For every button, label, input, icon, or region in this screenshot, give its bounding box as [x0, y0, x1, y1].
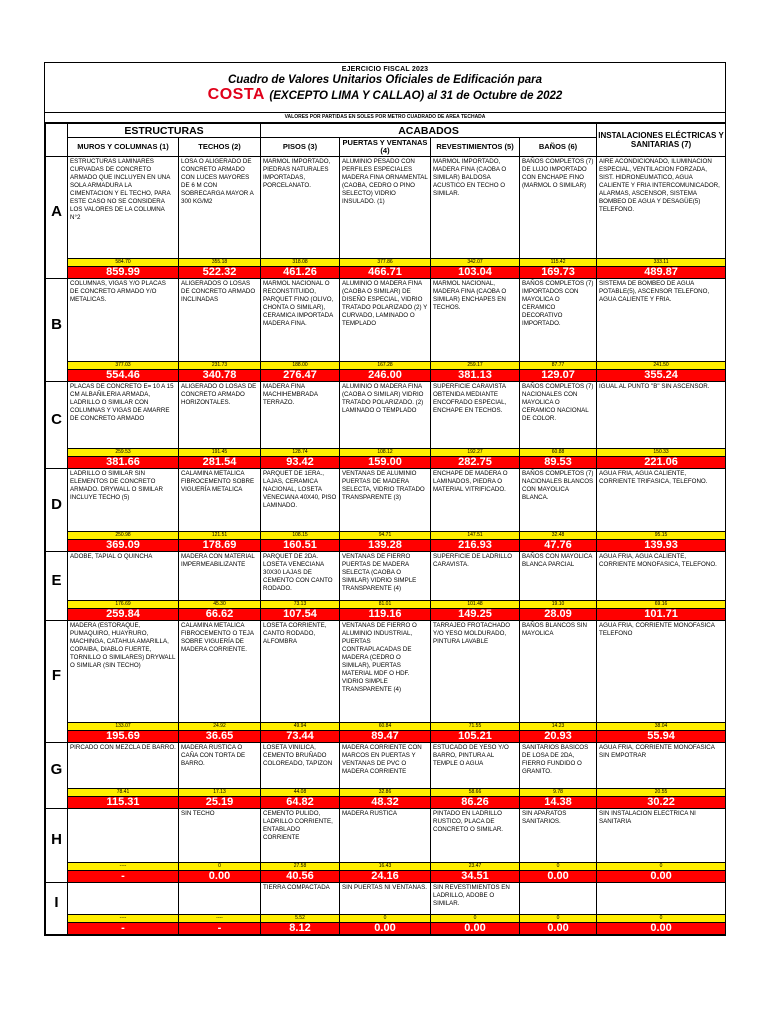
unit-value-cell: 246.00: [340, 370, 431, 382]
description-cell: MADERA RUSTICA: [340, 809, 431, 863]
unit-value-cell: 0.00: [520, 923, 597, 935]
small-value-cell: 241.50: [597, 362, 726, 370]
description-cell: AGUA FRIA, CORRIENTE MONOFASICA TELEFONO: [597, 621, 726, 723]
small-value-cell: 133.07: [68, 723, 179, 731]
description-cell: SIN TECHO: [179, 809, 261, 863]
sheet-header: [45, 63, 725, 113]
description-cell: BAÑOS COMPLETOS (7) NACIONALES BLANCOS CON MAYOLICA BLANCA.: [520, 469, 597, 532]
row-letter: F: [46, 621, 68, 731]
unit-value-cell: 0.00: [340, 923, 431, 935]
unit-value-cell: 340.78: [179, 370, 261, 382]
unit-value-cell: -: [179, 923, 261, 935]
unit-value-cell: 66.62: [179, 609, 261, 621]
group-instalaciones: INSTALACIONES ELÉCTRICAS Y SANITARIAS (7): [597, 124, 726, 157]
unit-value-cell: 0.00: [597, 923, 726, 935]
small-value-cell: 44.08: [261, 789, 340, 797]
description-cell: SUPERFICIE DE LADRILLO CARAVISTA.: [431, 552, 520, 601]
small-value-cell: 147.51: [431, 532, 520, 540]
small-value-cell: 355.18: [179, 259, 261, 267]
description-cell: MARMOL NACIONAL O RECONSTITUIDO, PARQUET FINO (OLIVO, CHONTA O SIMILAR), CERAMICA IMPORTADA MADERA FINA.: [261, 279, 340, 362]
small-value-cell: 584.70: [68, 259, 179, 267]
row-letter-tail: [46, 923, 68, 935]
small-value-cell: 81.01: [340, 601, 431, 609]
description-cell: PLACAS DE CONCRETO E= 10 A 15 CM ALBAÑILERIA ARMADA, LADRILLO O SIMILAR CON COLUMNAS Y VIGAS DE AMARRE DE CONCRETO ARMADO: [68, 382, 179, 449]
small-value-cell: 27.58: [261, 863, 340, 871]
small-value-cell: 0: [431, 915, 520, 923]
table-row: [46, 279, 726, 362]
row-letter: A: [46, 157, 68, 267]
unit-value-cell: 0.00: [520, 871, 597, 883]
col-header-revestimientos: REVESTIMIENTOS (5): [431, 138, 520, 157]
description-cell: MADERA CORRIENTE CON MARCOS EN PUERTAS Y VENTANAS DE PVC O MADERA CORRIENTE: [340, 743, 431, 789]
unit-value-cell: 139.93: [597, 540, 726, 552]
small-value-cell: 60.88: [520, 449, 597, 457]
small-value-cell: 128.74: [261, 449, 340, 457]
unit-value-cell: 48.32: [340, 797, 431, 809]
small-value-cell: 5.52: [261, 915, 340, 923]
description-cell: LOSETA VINILICA, CEMENTO BRUÑADO COLOREADO, TAPIZON: [261, 743, 340, 789]
unit-value-cell: 369.09: [68, 540, 179, 552]
small-value-cell: 0: [520, 915, 597, 923]
description-cell: MARMOL NACIONAL, MADERA FINA (CAOBA O SIMILAR) ENCHAPES EN TECHOS.: [431, 279, 520, 362]
unit-value-cell: -: [68, 923, 179, 935]
description-cell: [520, 883, 597, 915]
col-header-puertas: PUERTAS Y VENTANAS (4): [340, 138, 431, 157]
small-value-cell: 115.42: [520, 259, 597, 267]
title-line-1: Cuadro de Valores Unitarios Oficiales de Edificación para: [227, 74, 542, 86]
unit-value-cell: 221.06: [597, 457, 726, 469]
unit-value-cell: 119.16: [340, 609, 431, 621]
description-cell: LADRILLO O SIMILAR SIN ELEMENTOS DE CONCRETO ARMADO. DRYWALL O SIMILAR INCLUYE TECHO (5): [68, 469, 179, 532]
description-cell: SIN APARATOS SANITARIOS.: [520, 809, 597, 863]
col-header-banos: BAÑOS (6): [520, 138, 597, 157]
unit-value-cell: 8.12: [261, 923, 340, 935]
unit-value-cell: 195.69: [68, 731, 179, 743]
value-row: [46, 267, 726, 279]
small-value-cell: 87.77: [520, 362, 597, 370]
value-row: [46, 731, 726, 743]
small-value-cell: 60.84: [340, 723, 431, 731]
description-cell: SISTEMA DE BOMBEO DE AGUA POTABLE(5), ASCENSOR TELEFONO, AGUA CALIENTE Y FRIA.: [597, 279, 726, 362]
value-row: [46, 540, 726, 552]
col-header-pisos: PISOS (3): [261, 138, 340, 157]
small-value-cell: 69.16: [597, 601, 726, 609]
small-value-cell: 108.15: [261, 532, 340, 540]
title-line-2: [45, 86, 725, 105]
unit-value-cell: 14.38: [520, 797, 597, 809]
description-cell: ALUMINIO O MADERA FINA (CAOBA O SIMILAR) VIDRIO TRATADO POLARIZADO. (2) LAMINADO O TEMPLADO: [340, 382, 431, 449]
unit-value-cell: -: [68, 871, 179, 883]
description-cell: MARMOL IMPORTADO, MADERA FINA (CAOBA O SIMILAR) BALDOSA ACUSTICO EN TECHO O SIMILAR.: [431, 157, 520, 259]
unit-value-cell: 381.66: [68, 457, 179, 469]
description-cell: SIN REVESTIMIENTOS EN LADRILLO, ADOBE O SIMILAR.: [431, 883, 520, 915]
row-letter-tail: [46, 267, 68, 279]
unit-value-cell: 24.16: [340, 871, 431, 883]
unit-value-cell: 160.51: [261, 540, 340, 552]
table-row: [46, 382, 726, 449]
table-row: [46, 809, 726, 863]
description-cell: MADERA (ESTORAQUE, PUMAQUIRO, HUAYRURO, MACHINGA, CATAHUA AMARILLA, COPAIBA, DIABLO FUERTE, TORNILLO O SIMILARES) DRYWALL O SIMILAR (SIN TECHO): [68, 621, 179, 723]
description-cell: BAÑOS COMPLETOS (7) NACIONALES CON MAYOLICA O CERAMICO NACIONAL DE COLOR.: [520, 382, 597, 449]
description-cell: SIN INSTALACION ELECTRICA NI SANITARIA: [597, 809, 726, 863]
description-cell: ADOBE, TAPIAL O QUINCHA: [68, 552, 179, 601]
small-value-cell: 9.78: [520, 789, 597, 797]
small-value-cell: 58.66: [431, 789, 520, 797]
unit-value-cell: 47.76: [520, 540, 597, 552]
unit-value-cell: 216.93: [431, 540, 520, 552]
sheet-subtitle: VALORES POR PARTIDAS EN SOLES POR METRO CUADRADO DE AREA TECHADA: [45, 113, 725, 123]
description-cell: SUPERFICIE CARAVISTA OBTENIDA MEDIANTE ENCOFRADO ESPECIAL, ENCHAPE EN TECHOS.: [431, 382, 520, 449]
small-value-cell: 32.86: [340, 789, 431, 797]
description-cell: COLUMNAS, VIGAS Y/O PLACAS DE CONCRETO ARMADO Y/O METALICAS.: [68, 279, 179, 362]
description-cell: [68, 883, 179, 915]
unit-value-cell: 554.46: [68, 370, 179, 382]
table-row: [46, 621, 726, 723]
unit-value-cell: 86.26: [431, 797, 520, 809]
description-cell: ESTUCADO DE YESO Y/O BARRO, PINTURA AL TEMPLE O AGUA: [431, 743, 520, 789]
description-cell: TIERRA COMPACTADA: [261, 883, 340, 915]
description-cell: ALUMINIO PESADO CON PERFILES ESPECIALES MADERA FINA ORNAMENTAL (CAOBA, CEDRO O PINO SELECTO) VIDRIO INSULADO. (1): [340, 157, 431, 259]
table-row: [46, 743, 726, 789]
table-body: [46, 157, 726, 935]
unit-value-cell: 489.87: [597, 267, 726, 279]
description-cell: [179, 883, 261, 915]
description-cell: ESTRUCTURAS LAMINARES CURVADAS DE CONCRETO ARMADO QUE INCLUYEN EN UNA SOLA ARMADURA LA CIMENTACION Y EL TECHO, PARA ESTE CASO NO SE CONSIDERA LOS VALORES DE LA COLUMNA N°2: [68, 157, 179, 259]
unit-value-cell: 159.00: [340, 457, 431, 469]
unit-value-cell: 36.65: [179, 731, 261, 743]
region-name: COSTA: [207, 86, 265, 103]
unit-value-cell: 103.04: [431, 267, 520, 279]
row-letter: H: [46, 809, 68, 871]
value-row: [46, 370, 726, 382]
small-value-cell: 377.86: [340, 259, 431, 267]
table-row: [46, 157, 726, 259]
unit-value-cell: 107.54: [261, 609, 340, 621]
unit-value-cell: 129.07: [520, 370, 597, 382]
unit-value-cell: 25.19: [179, 797, 261, 809]
description-cell: CALAMINA METALICA FIBROCEMENTO O TEJA SOBRE VIGUERÍA DE MADERA CORRIENTE.: [179, 621, 261, 723]
small-value-cell: 188.00: [261, 362, 340, 370]
description-cell: [597, 883, 726, 915]
unit-value-cell: 64.82: [261, 797, 340, 809]
description-cell: BAÑOS COMPLETOS (7) DE LUJO IMPORTADO CON ENCHAPE FINO (MARMOL O SIMILAR): [520, 157, 597, 259]
description-cell: CEMENTO PULIDO, LADRILLO CORRIENTE, ENTABLADO CORRIENTE: [261, 809, 340, 863]
unit-value-cell: 115.31: [68, 797, 179, 809]
value-row: [46, 609, 726, 621]
small-value-cell: 32.48: [520, 532, 597, 540]
row-letter-tail: [46, 370, 68, 382]
unit-value-cell: 282.75: [431, 457, 520, 469]
small-value-cell: 101.48: [431, 601, 520, 609]
small-value-cell: 108.12: [340, 449, 431, 457]
unit-value-cell: 55.94: [597, 731, 726, 743]
small-value-cell: 176.69: [68, 601, 179, 609]
small-value-cell: 23.47: [431, 863, 520, 871]
description-cell: MARMOL IMPORTADO, PIEDRAS NATURALES IMPORTADAS, PORCELANATO.: [261, 157, 340, 259]
description-cell: ALIGERADO O LOSAS DE CONCRETO ARMADO HORIZONTALES.: [179, 382, 261, 449]
description-cell: BAÑOS COMPLETOS (7) IMPORTADOS CON MAYOLICA O CERAMICO DECORATIVO IMPORTADO.: [520, 279, 597, 362]
table-row: [46, 552, 726, 601]
table-row: [46, 469, 726, 532]
unit-value-cell: 355.24: [597, 370, 726, 382]
unit-value-cell: 259.84: [68, 609, 179, 621]
small-value-cell: 78.41: [68, 789, 179, 797]
description-cell: TARRAJEO FROTACHADO Y/O YESO MOLDURADO, PINTURA LAVABLE: [431, 621, 520, 723]
unit-value-cell: 28.09: [520, 609, 597, 621]
small-value-cell: 94.71: [340, 532, 431, 540]
small-value-cell: 0: [597, 915, 726, 923]
unit-value-cell: 20.93: [520, 731, 597, 743]
unit-value-cell: 105.21: [431, 731, 520, 743]
description-cell: ALIGERADOS O LOSAS DE CONCRETO ARMADO INCLINADAS: [179, 279, 261, 362]
small-value-cell: 342.07: [431, 259, 520, 267]
description-cell: SANITARIOS BASICOS DE LOSA DE 2DA, FIERRO FUNDIDO O GRANITO.: [520, 743, 597, 789]
row-letter-tail: [46, 609, 68, 621]
row-letter: B: [46, 279, 68, 370]
description-cell: MADERA CON MATERIAL IMPERMEABILIZANTE: [179, 552, 261, 601]
description-cell: SIN PUERTAS NI VENTANAS.: [340, 883, 431, 915]
small-value-cell: 121.51: [179, 532, 261, 540]
small-value-cell: 45.30: [179, 601, 261, 609]
small-value-cell: 24.92: [179, 723, 261, 731]
corner-cell: [46, 124, 68, 157]
small-value-cell: 150.33: [597, 449, 726, 457]
group-estructuras: ESTRUCTURAS: [68, 124, 261, 138]
unit-value-cell: 0.00: [179, 871, 261, 883]
valuation-table-sheet: [44, 62, 726, 936]
value-row: [46, 457, 726, 469]
value-row: [46, 923, 726, 935]
small-value-cell: ----: [68, 863, 179, 871]
row-letter: D: [46, 469, 68, 540]
unit-value-cell: 466.71: [340, 267, 431, 279]
description-cell: PIRCADO CON MEZCLA DE BARRO.: [68, 743, 179, 789]
description-cell: IGUAL AL PUNTO "B" SIN ASCENSOR.: [597, 382, 726, 449]
unit-value-cell: 169.73: [520, 267, 597, 279]
unit-value-cell: 139.28: [340, 540, 431, 552]
description-cell: ENCHAPE DE MADERA O LAMINADOS, PIEDRA O MATERIAL VITRIFICADO.: [431, 469, 520, 532]
col-header-muros: MUROS Y COLUMNAS (1): [68, 138, 179, 157]
description-cell: BAÑOS CON MAYOLICA BLANCA PARCIAL: [520, 552, 597, 601]
small-value-cell: 167.28: [340, 362, 431, 370]
unit-value-cell: 0.00: [431, 923, 520, 935]
table-row: [46, 883, 726, 915]
unit-value-cell: 0.00: [597, 871, 726, 883]
small-value-cell: 318.08: [261, 259, 340, 267]
row-letter: E: [46, 552, 68, 609]
small-value-cell: 231.73: [179, 362, 261, 370]
value-row: [46, 797, 726, 809]
small-value-cell: 17.13: [179, 789, 261, 797]
row-letter-tail: [46, 731, 68, 743]
row-letter-tail: [46, 457, 68, 469]
small-value-cell: ----: [68, 915, 179, 923]
values-table: [45, 123, 726, 935]
small-value-cell: 259.53: [68, 449, 179, 457]
small-value-cell: 20.55: [597, 789, 726, 797]
description-cell: MADERA RUSTICA O CAÑA CON TORTA DE BARRO.: [179, 743, 261, 789]
small-value-cell: 95.15: [597, 532, 726, 540]
small-value-cell: 250.98: [68, 532, 179, 540]
description-cell: VENTANAS DE FIERRO PUERTAS DE MADERA SELECTA (CAOBA O SIMILAR) VIDRIO SIMPLE TRANSPARENTE (4): [340, 552, 431, 601]
description-cell: CALAMINA METALICA FIBROCEMENTO SOBRE VIGUERÍA METALICA: [179, 469, 261, 532]
row-letter-tail: [46, 871, 68, 883]
description-cell: MADERA FINA MACHIHEMBRADA TERRAZO.: [261, 382, 340, 449]
description-cell: LOSA O ALIGERADO DE CONCRETO ARMADO CON LUCES MAYORES DE 6 M CON SOBRECARGA MAYOR A 300 KG/M2: [179, 157, 261, 259]
unit-value-cell: 34.51: [431, 871, 520, 883]
unit-value-cell: 89.53: [520, 457, 597, 469]
row-letter-tail: [46, 540, 68, 552]
unit-value-cell: 30.22: [597, 797, 726, 809]
small-value-cell: 0: [597, 863, 726, 871]
unit-value-cell: 276.47: [261, 370, 340, 382]
unit-value-cell: 89.47: [340, 731, 431, 743]
description-cell: AGUA FRIA, CORRIENTE MONOFASICA SIN EMPOTRAR: [597, 743, 726, 789]
unit-value-cell: 859.99: [68, 267, 179, 279]
description-cell: AIRE ACONDICIONADO, ILUMINACION ESPECIAL, VENTILACION FORZADA, SIST. HIDRONEUMATICO, AGUA CALIENTE Y FRIA INTERCOMUNICADOR, ALARMAS, ASCENSOR, SISTEMA BOMBEO DE AGUA Y DESAGÜE(5) TELEFONO.: [597, 157, 726, 259]
row-letter: C: [46, 382, 68, 457]
unit-value-cell: 281.54: [179, 457, 261, 469]
small-value-cell: 19.10: [520, 601, 597, 609]
description-cell: PARQUET DE 2DA. LOSETA VENECIANA 30X30 LAJAS DE CEMENTO CON CANTO RODADO.: [261, 552, 340, 601]
unit-value-cell: 73.44: [261, 731, 340, 743]
small-value-cell: ----: [179, 915, 261, 923]
row-letter: I: [46, 883, 68, 923]
unit-value-cell: 101.71: [597, 609, 726, 621]
title-line-2-rest: (EXCEPTO LIMA Y CALLAO) al 31 de Octubre de 2022: [269, 90, 563, 102]
row-letter: G: [46, 743, 68, 797]
description-cell: PINTADO EN LADRILLO RUSTICO, PLACA DE CONCRETO O SIMILAR.: [431, 809, 520, 863]
description-cell: VENTANAS DE ALUMINIO PUERTAS DE MADERA SELECTA, VIDRIO TRATADO TRANSPARENTE (3): [340, 469, 431, 532]
description-cell: AGUA FRIA, AGUA CALIENTE, CORRIENTE MONOFASICA, TELEFONO.: [597, 552, 726, 601]
value-row: [46, 871, 726, 883]
unit-value-cell: 149.25: [431, 609, 520, 621]
description-cell: BAÑOS BLANCOS SIN MAYOLICA: [520, 621, 597, 723]
description-cell: VENTANAS DE FIERRO O ALUMINIO INDUSTRIAL, PUERTAS CONTRAPLACADAS DE MADERA (CEDRO O SIMILAR), PUERTAS MATERIAL MDF O HDF. VIDRIO SIMPLE TRANSPARENTE (4): [340, 621, 431, 723]
small-value-cell: 0: [520, 863, 597, 871]
small-value-cell: 14.23: [520, 723, 597, 731]
group-acabados: ACABADOS: [261, 124, 597, 138]
small-value-cell: 49.94: [261, 723, 340, 731]
small-value-cell: 0: [179, 863, 261, 871]
unit-value-cell: 178.69: [179, 540, 261, 552]
unit-value-cell: 93.42: [261, 457, 340, 469]
description-cell: ALUMINIO O MADERA FINA (CAOBA O SIMILAR) DE DISEÑO ESPECIAL, VIDRIO TRATADO POLARIZADO (2) Y CURVADO, LAMINADO O TEMPLADO: [340, 279, 431, 362]
description-cell: PARQUET DE 1ERA., LAJAS, CERAMICA NACIONAL, LOSETA VENECIANA 40X40, PISO LAMINADO.: [261, 469, 340, 532]
description-cell: LOSETA CORRIENTE, CANTO RODADO, ALFOMBRA: [261, 621, 340, 723]
unit-value-cell: 381.13: [431, 370, 520, 382]
small-value-cell: 71.55: [431, 723, 520, 731]
row-letter-tail: [46, 797, 68, 809]
unit-value-cell: 522.32: [179, 267, 261, 279]
description-cell: AGUA FRIA, AGUA CALIENTE, CORRIENTE TRIFASICA, TELEFONO.: [597, 469, 726, 532]
small-value-cell: 38.04: [597, 723, 726, 731]
fiscal-year: EJERCICIO FISCAL 2023: [341, 66, 429, 73]
unit-value-cell: 40.56: [261, 871, 340, 883]
col-header-techos: TECHOS (2): [179, 138, 261, 157]
small-value-cell: 333.11: [597, 259, 726, 267]
small-value-cell: 259.17: [431, 362, 520, 370]
unit-value-cell: 461.26: [261, 267, 340, 279]
description-cell: [68, 809, 179, 863]
small-value-cell: 0: [340, 915, 431, 923]
small-value-cell: 16.43: [340, 863, 431, 871]
small-value-cell: 73.13: [261, 601, 340, 609]
small-value-cell: 191.45: [179, 449, 261, 457]
small-value-cell: 377.03: [68, 362, 179, 370]
small-value-cell: 192.27: [431, 449, 520, 457]
